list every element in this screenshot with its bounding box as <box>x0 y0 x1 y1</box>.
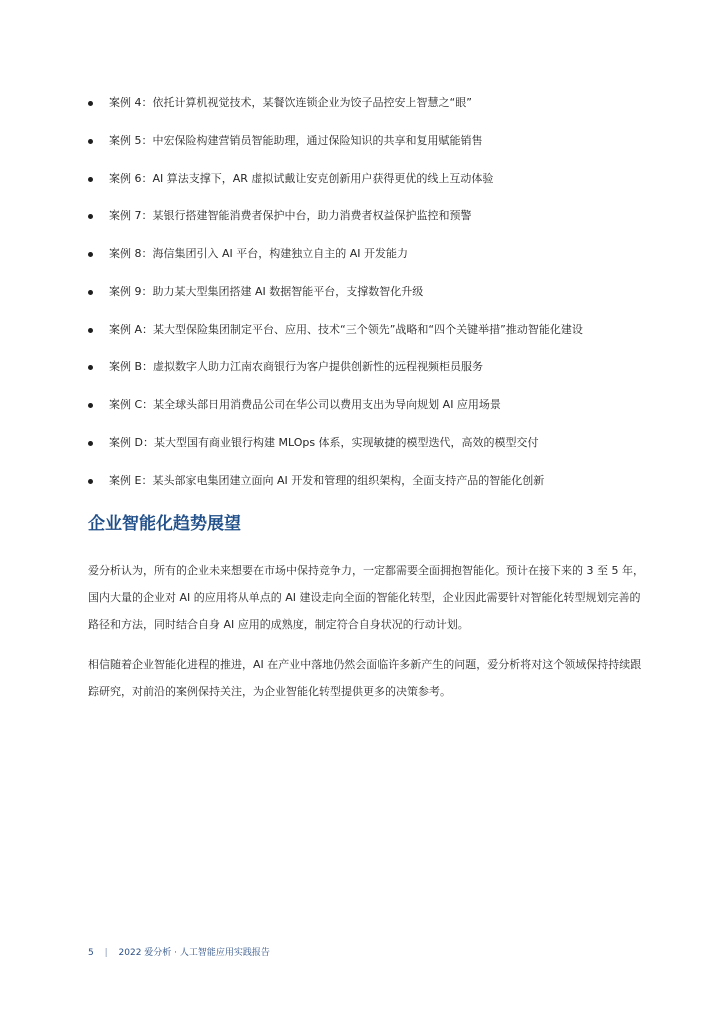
list-item <box>88 244 408 264</box>
case-text: 案例 D：某大型国有商业银行构建 MLOps 体系，实现敏捷的模型迭代，高效的模型交付 <box>109 436 539 449</box>
list-item <box>88 357 483 377</box>
paragraph-1 <box>88 557 648 638</box>
paragraph-2 <box>88 651 648 705</box>
page-footer <box>88 946 270 960</box>
case-text: 案例 8：海信集团引入 AI 平台，构建独立自主的 AI 开发能力 <box>109 247 409 260</box>
paragraph-line: 国内大量的企业对 AI 的应用将从单点的 AI 建设走向全面的智能化转型，企业因此需要针对智能化转型规划完善的 <box>88 591 641 604</box>
bullet-icon <box>88 177 93 182</box>
bullet-icon <box>88 101 93 106</box>
case-text: 案例 9：助力某大型集团搭建 AI 数据智能平台，支撑数智化升级 <box>109 285 424 298</box>
bullet-icon <box>88 479 93 484</box>
bullet-icon <box>88 290 93 295</box>
case-text: 案例 5：中宏保险构建营销员智能助理，通过保险知识的共享和复用赋能销售 <box>109 134 483 147</box>
case-text: 案例 B：虚拟数字人助力江南农商银行为客户提供创新性的远程视频柜员服务 <box>109 360 484 373</box>
bullet-icon <box>88 365 93 370</box>
case-text: 案例 E：某头部家电集团建立面向 AI 开发和管理的组织架构，全面支持产品的智能化创新 <box>109 474 545 487</box>
bullet-icon <box>88 252 93 257</box>
list-item <box>88 206 472 226</box>
case-text: 案例 6：AI 算法支撑下，AR 虚拟试戴让安克创新用户获得更优的线上互动体验 <box>109 172 494 185</box>
bullet-icon <box>88 139 93 144</box>
case-text: 案例 A：某大型保险集团制定平台、应用、技术“三个领先”战略和“四个关键举措”推动智能化建设 <box>109 323 583 336</box>
bullet-icon <box>88 441 93 446</box>
list-item <box>88 395 501 415</box>
list-item <box>88 169 493 189</box>
paragraph-line: 相信随着企业智能化进程的推进，AI 在产业中落地仍然会面临许多新产生的问题，爱分析将对这个领域保持持续跟 <box>88 658 642 671</box>
bullet-icon <box>88 403 93 408</box>
list-item <box>88 433 539 453</box>
list-item <box>88 471 544 491</box>
list-item <box>88 282 423 302</box>
page-number: 5 <box>88 948 94 958</box>
list-item <box>88 93 472 113</box>
case-text: 案例 4：依托计算机视觉技术，某餐饮连锁企业为饺子品控安上智慧之“眼” <box>109 96 472 109</box>
bullet-icon <box>88 214 93 219</box>
case-text: 案例 7：某银行搭建智能消费者保护中台，助力消费者权益保护监控和预警 <box>109 209 472 222</box>
footer-separator: | <box>104 948 108 958</box>
section-heading: 企业智能化趋势展望 <box>88 514 241 534</box>
list-item <box>88 131 483 151</box>
list-item <box>88 320 583 340</box>
paragraph-line: 踪研究，对前沿的案例保持关注，为企业智能化转型提供更多的决策参考。 <box>88 685 451 698</box>
report-title: 2022 爱分析 · 人工智能应用实践报告 <box>118 948 270 958</box>
paragraph-line: 路径和方法，同时结合自身 AI 应用的成熟度，制定符合自身状况的行动计划。 <box>88 618 469 631</box>
bullet-icon <box>88 328 93 333</box>
paragraph-line: 爱分析认为，所有的企业未来想要在市场中保持竞争力，一定都需要全面拥抱智能化。预计在接下来的 3 至 5 年， <box>88 564 644 577</box>
case-text: 案例 C：某全球头部日用消费品公司在华公司以费用支出为导向规划 AI 应用场景 <box>109 398 501 411</box>
